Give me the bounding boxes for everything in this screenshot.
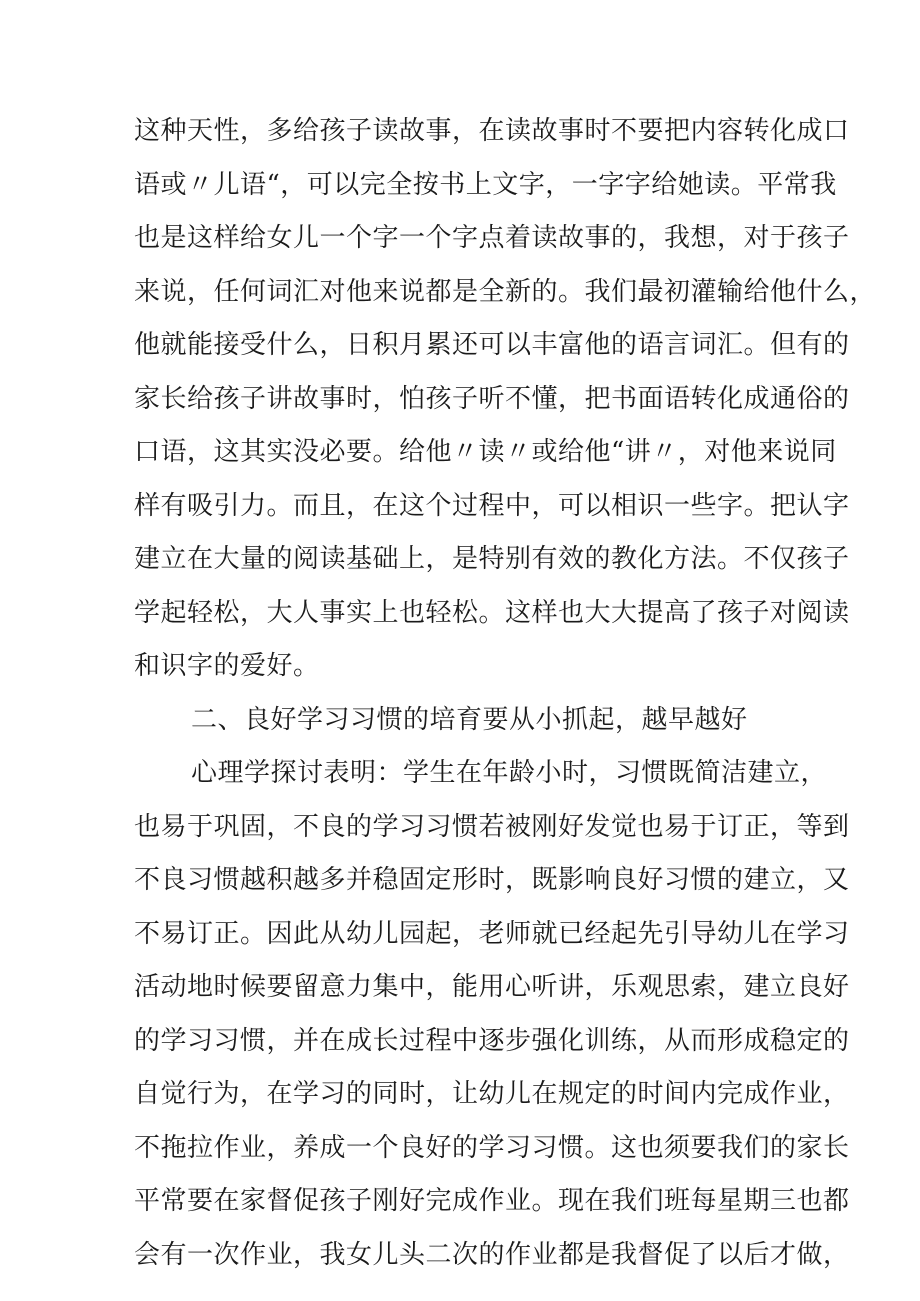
text-line: 不拖拉作业，养成一个良好的学习习惯。这也须要我们的家长 — [134, 1133, 850, 1163]
text-line: 不良习惯越积越多并稳固定形时，既影响良好习惯的建立，又 — [134, 865, 850, 895]
text-line: 学起轻松，大人事实上也轻松。这样也大大提高了孩子对阅读 — [134, 598, 850, 628]
text-line: 家长给孩子讲故事时，怕孩子听不懂，把书面语转化成通俗的 — [134, 384, 850, 414]
text-line: 活动地时候要留意力集中，能用心听讲，乐观思索，建立良好 — [134, 972, 850, 1002]
text-line: 样有吸引力。而且，在这个过程中，可以相识一些字。把认字 — [134, 491, 850, 521]
text-line: 建立在大量的阅读基础上，是特别有效的教化方法。不仅孩子 — [134, 544, 850, 574]
text-line: 这种天性，多给孩子读故事，在读故事时不要把内容转化成口 — [134, 116, 850, 146]
text-line: 不易订正。因此从幼儿园起，老师就已经起先引导幼儿在学习 — [134, 919, 850, 949]
text-line: 的学习习惯，并在成长过程中逐步强化训练，从而形成稳定的 — [134, 1026, 850, 1056]
text-line: 也是这样给女儿一个字一个字点着读故事的，我想，对于孩子 — [134, 223, 850, 253]
text-line: 平常要在家督促孩子刚好完成作业。现在我们班每星期三也都 — [134, 1186, 850, 1216]
text-line: 来说，任何词汇对他来说都是全新的。我们最初灌输给他什么， — [134, 277, 877, 307]
text-line: 他就能接受什么，日积月累还可以丰富他的语言词汇。但有的 — [134, 330, 850, 360]
text-line: 语或〃儿语“，可以完全按书上文字，一字字给她读。平常我 — [134, 170, 837, 200]
text-line: 和识字的爱好。 — [134, 651, 320, 681]
text-line: 自觉行为，在学习的同时，让幼儿在规定的时间内完成作业， — [134, 1079, 850, 1109]
text-line: 口语，这其实没必要。给他〃读〃或给他“讲〃，对他来说同 — [134, 437, 837, 467]
text-line: 心理学探讨表明：学生在年龄小时，习惯既简洁建立， — [191, 758, 828, 788]
section-heading: 二、良好学习习惯的培育要从小抓起，越早越好 — [191, 705, 748, 735]
text-line: 也易于巩固，不良的学习习惯若被刚好发觉也易于订正，等到 — [134, 812, 850, 842]
text-line: 会有一次作业，我女儿头二次的作业都是我督促了以后才做， — [134, 1240, 850, 1270]
